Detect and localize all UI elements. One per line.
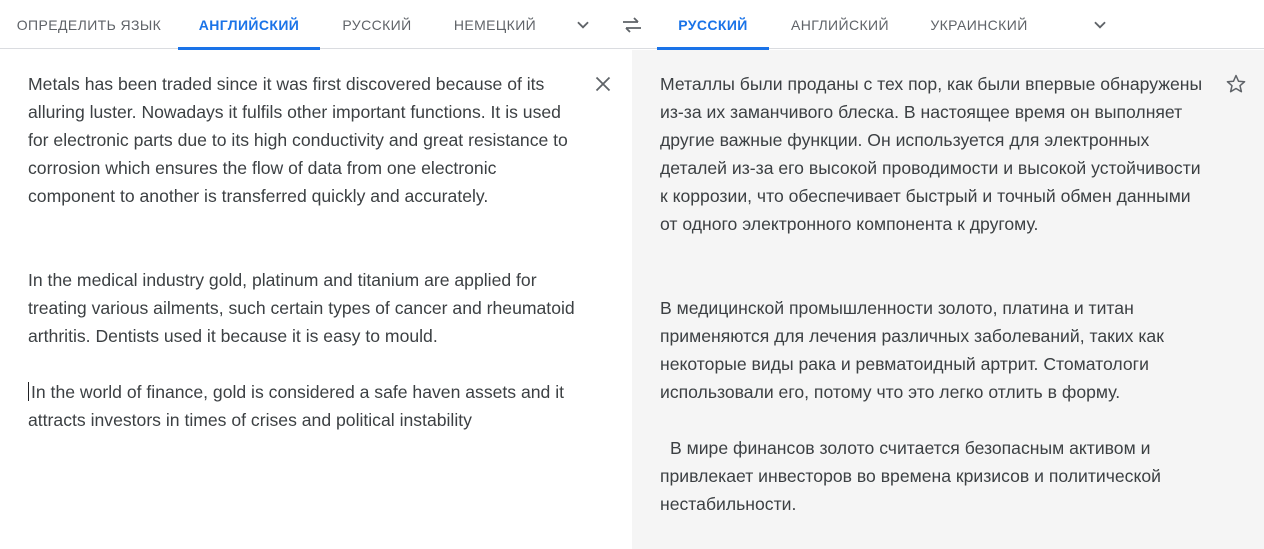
tab-source-english[interactable]: АНГЛИЙСКИЙ [178,0,320,49]
chevron-down-icon [1089,14,1111,36]
clear-source-button[interactable] [591,72,615,96]
translation-paragraph: Металлы были проданы с тех пор, как были впервые обнаружены из-за их заманчивого блеска. В настоящее время он выполняет другие важные функции. Он используется для электронных деталей из-за его высокой проводимости и высокой устойчивости к коррозии, что обеспечивает быстрый и точный обмен данными от одного электронного компонента к другому. [660,74,1203,234]
translation-paragraph: В медицинской промышленности золото, платина и титан применяются для лечения различных заболеваний, таких как некоторые виды рака и ревматоидный артрит. Стоматологи использовали его, потому что это легко отлить в форму. [660,298,1164,402]
swap-languages-button[interactable] [620,14,644,36]
tab-source-german[interactable]: НЕМЕЦКИЙ [453,17,537,33]
source-paragraph: In the world of finance, gold is considered a safe haven assets and it attracts investors in times of crises and political instability [28,382,565,430]
source-paragraph: Metals has been traded since it was first discovered because of its alluring luster. Nowadays it fulfils other important functions. It is used for electronic parts due to its high conductivity and great resistance to corrosion which ensures the flow of data from one electronic component to another is transferred quickly and accurately. [28,74,568,206]
translation-output [660,70,1208,518]
source-more-languages-button[interactable] [572,14,594,36]
tab-source-russian[interactable]: РУССКИЙ [342,17,412,33]
tab-detect-language[interactable]: ОПРЕДЕЛИТЬ ЯЗЫК [16,17,162,33]
save-translation-button[interactable] [1224,72,1248,96]
swap-arrows-icon [620,14,644,36]
source-text-panel[interactable] [0,50,632,549]
tab-target-ukrainian[interactable]: УКРАИНСКИЙ [930,17,1028,33]
source-paragraph-with-caret [28,378,584,434]
chevron-down-icon [572,14,594,36]
target-more-languages-button[interactable] [1089,14,1111,36]
tab-target-english[interactable]: АНГЛИЙСКИЙ [791,17,889,33]
text-caret [28,382,29,401]
source-text-input[interactable] [28,70,584,434]
tab-target-russian[interactable]: РУССКИЙ [657,0,769,49]
star-icon [1224,72,1248,96]
source-paragraph: In the medical industry gold, platinum and titanium are applied for treating various ailments, such certain types of cancer and rheumatoid arthritis. Dentists used it because it is easy to mould. [28,270,575,346]
close-icon [591,72,615,96]
translation-paragraph: В мире финансов золото считается безопасным активом и привлекает инвесторов во времена кризисов и политической нестабильности. [660,438,1161,514]
language-bar [0,0,1264,49]
translation-panel [632,50,1264,549]
